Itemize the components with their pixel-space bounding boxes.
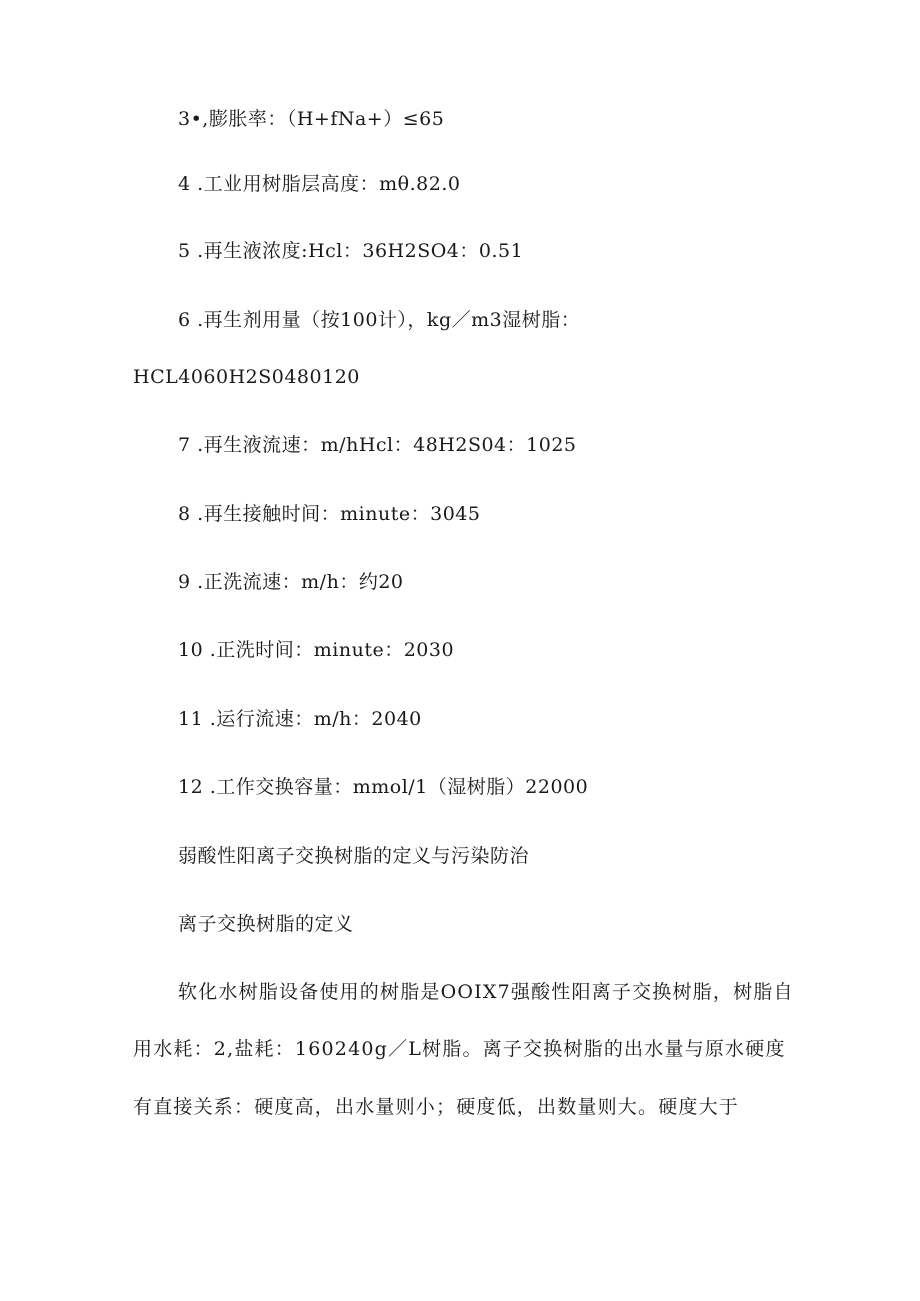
spec-line-3: 3•,膨胀率：（H+fNa+）≤65 [178, 108, 445, 130]
subsection-heading: 离子交换树脂的定义 [178, 913, 354, 935]
paragraph-line-2: 用水耗：2,盐耗：160240g／L树脂。离子交换树脂的出水量与原水硬度 [133, 1038, 786, 1060]
spec-line-10: 10 .正洗时间：minute：2030 [178, 639, 455, 661]
spec-line-12: 12 .工作交换容量：mmol/1（湿树脂）22000 [178, 776, 589, 798]
paragraph-line-3: 有直接关系：硬度高，出水量则小；硬度低，出数量则大。硬度大于 [133, 1096, 740, 1118]
spec-line-5: 5 .再生液浓度:Hcl：36H2SO4：0.51 [178, 240, 524, 262]
spec-line-8: 8 .再生接触时间：minute：3045 [178, 503, 481, 525]
spec-line-9: 9 .正洗流速：m/h：约20 [178, 571, 404, 593]
spec-line-7: 7 .再生液流速：m/hHcl：48H2S04：1025 [178, 434, 577, 456]
spec-line-11: 11 .运行流速：m/h：2040 [178, 708, 422, 730]
spec-line-6: 6 .再生剂用量（按100计），kg／m3湿树脂： [178, 309, 581, 331]
paragraph-line-1: 软化水树脂设备使用的树脂是OOIX7强酸性阳离子交换树脂，树脂自 [178, 981, 794, 1003]
spec-line-6-continued: HCL4060H2S0480120 [133, 366, 360, 388]
spec-line-4: 4 .工业用树脂层高度：mθ.82.0 [178, 173, 461, 195]
section-heading: 弱酸性阳离子交换树脂的定义与污染防治 [178, 845, 530, 867]
